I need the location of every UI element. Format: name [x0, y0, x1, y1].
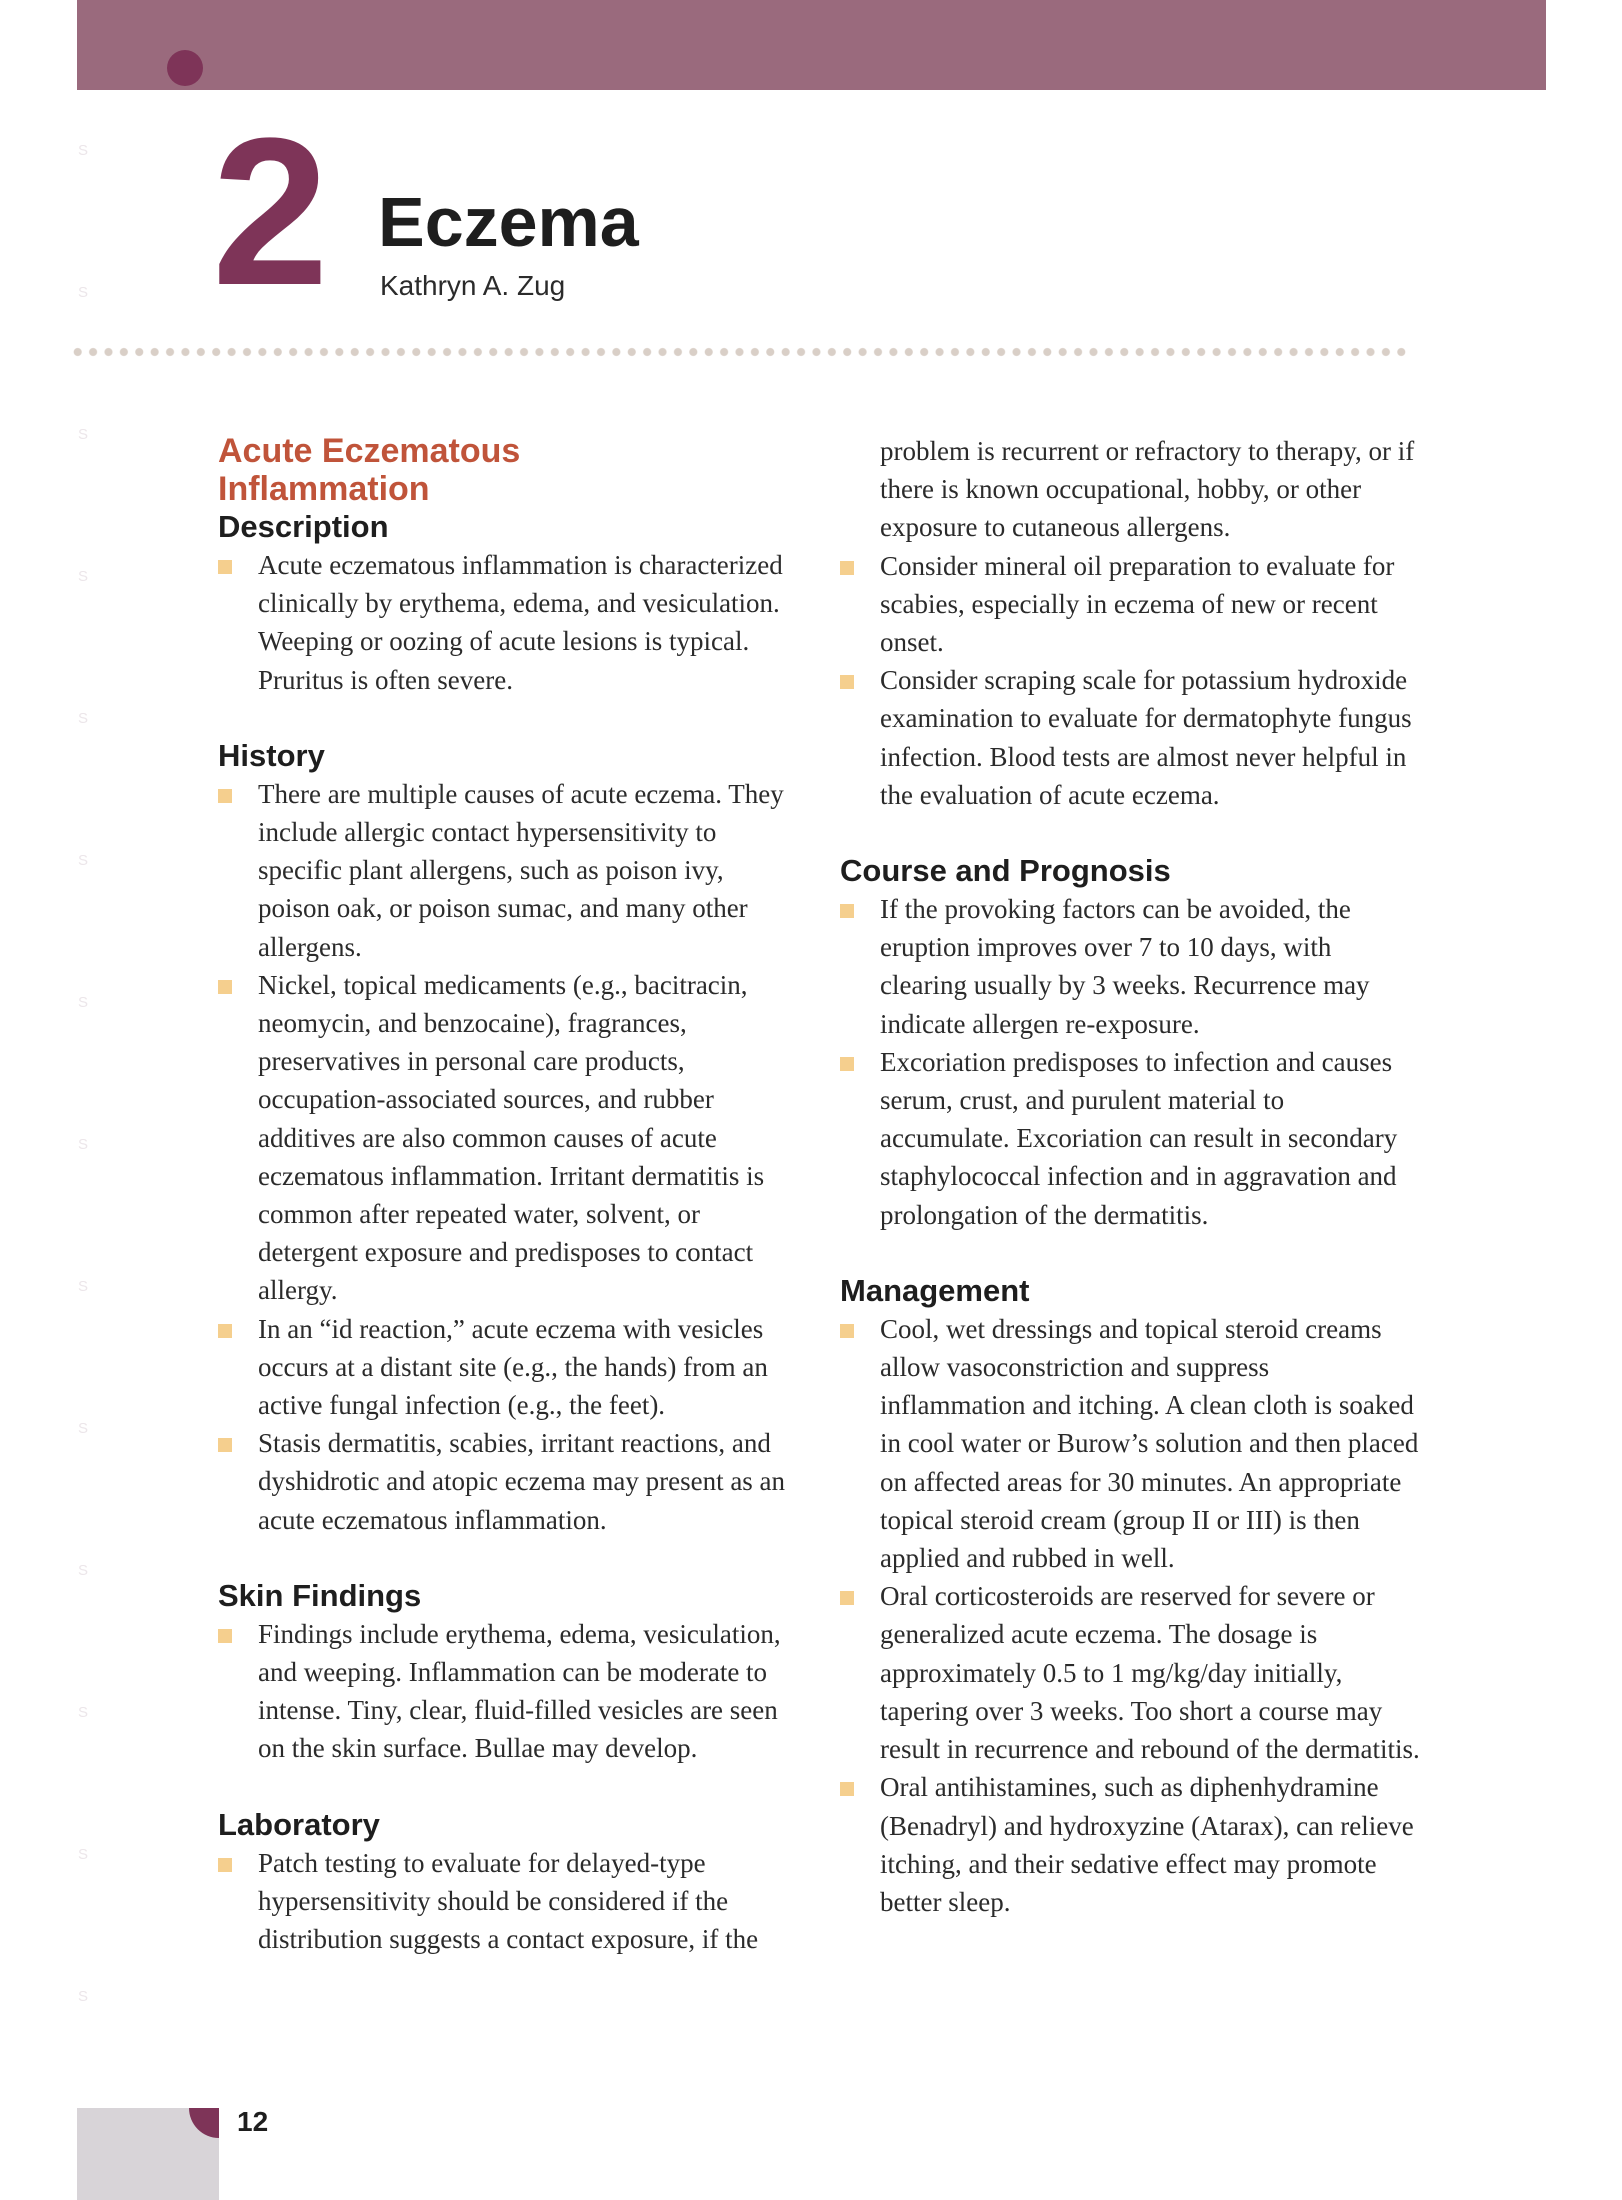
margin-mark: S: [78, 710, 89, 727]
list-item: There are multiple causes of acute eczema. They include allergic contact hypersensitivity to specific plant allergens, such as poison ivy, poison oak, or poison sumac, and many other allergens.: [218, 775, 798, 966]
laboratory-list-continued: [840, 547, 1420, 814]
list-item: In an “id reaction,” acute eczema with vesicles occurs at a distant site (e.g., the hands) from an active fungal infection (e.g., the feet).: [218, 1310, 798, 1425]
laboratory-continued: problem is recurrent or refractory to therapy, or if there is known occupational, hobby, or other exposure to cutaneous allergens.: [880, 436, 1415, 543]
margin-mark: S: [78, 852, 89, 869]
dotted-divider: [70, 346, 1410, 358]
heading-description: Description: [218, 509, 389, 544]
list-item: Findings include erythema, edema, vesiculation, and weeping. Inflammation can be moderate to intense. Tiny, clear, fluid-filled vesicles are seen on the skin surface. Bullae may develop.: [218, 1615, 798, 1768]
header-bar: [77, 0, 1546, 90]
history-list: [218, 775, 798, 1539]
margin-mark: S: [78, 1420, 89, 1437]
list-item: Consider scraping scale for potassium hydroxide examination to evaluate for dermatophyte fungus infection. Blood tests are almost never helpful in the evaluation of acute eczema.: [840, 661, 1420, 814]
margin-mark: S: [78, 1846, 89, 1863]
chapter-number: 2: [212, 94, 323, 329]
list-item: Nickel, topical medicaments (e.g., bacitracin, neomycin, and benzocaine), fragrances, preservatives in personal care products, occupation-associated sources, and rubber additives are also common causes of acute eczematous inflammation. Irritant dermatitis is common after repeated water, solvent, or detergent exposure and predisposes to contact allergy.: [218, 966, 798, 1310]
margin-mark: S: [78, 142, 89, 159]
margin-mark: S: [78, 568, 89, 585]
margin-mark: S: [78, 1562, 89, 1579]
margin-mark: S: [78, 1704, 89, 1721]
list-item: Consider mineral oil preparation to evaluate for scabies, especially in eczema of new or recent onset.: [840, 547, 1420, 662]
left-column: [218, 432, 798, 1958]
laboratory-list: [218, 1844, 798, 1959]
page-number: 12: [237, 2106, 269, 2137]
list-item: Cool, wet dressings and topical steroid creams allow vasoconstriction and suppress inflammation and itching. A clean cloth is soaked in cool water or Burow’s solution and then placed on affected areas for 30 minutes. An appropriate topical steroid cream (group II or III) is then applied and rubbed in well.: [840, 1310, 1420, 1577]
list-item: Excoriation predisposes to infection and causes serum, crust, and purulent material to accumulate. Excoriation can result in secondary staphylococcal infection and in aggravation and prolongation of the dermatitis.: [840, 1043, 1420, 1234]
heading-skin-findings: Skin Findings: [218, 1577, 422, 1613]
margin-mark: S: [78, 994, 89, 1011]
margin-mark: S: [78, 426, 89, 443]
heading-laboratory: Laboratory: [218, 1806, 380, 1842]
heading-history: History: [218, 737, 325, 773]
list-item: Patch testing to evaluate for delayed-type hypersensitivity should be considered if the distribution suggests a contact exposure, if the: [218, 1844, 798, 1959]
management-list: [840, 1310, 1420, 1921]
course-list: [840, 890, 1420, 1234]
chapter-title: Eczema: [378, 183, 639, 261]
right-column: [840, 432, 1420, 1921]
heading-management: Management: [840, 1272, 1030, 1308]
margin-mark: S: [78, 1136, 89, 1153]
skin-findings-list: [218, 1615, 798, 1768]
list-item: Oral corticosteroids are reserved for severe or generalized acute eczema. The dosage is approximately 0.5 to 1 mg/kg/day initially, tapering over 3 weeks. Too short a course may result in recurrence and rebound of the dermatitis.: [840, 1577, 1420, 1768]
chapter-author: Kathryn A. Zug: [380, 270, 566, 301]
description-list: [218, 546, 798, 699]
heading-course-prognosis: Course and Prognosis: [840, 853, 1171, 889]
list-item: Oral antihistamines, such as diphenhydramine (Benadryl) and hydroxyzine (Atarax), can relieve itching, and their sedative effect may promote better sleep.: [840, 1768, 1420, 1921]
header-dot-ornament: [167, 50, 203, 86]
list-item: If the provoking factors can be avoided, the eruption improves over 7 to 10 days, with clearing usually by 3 weeks. Recurrence may indicate allergen re-exposure.: [840, 890, 1420, 1043]
margin-mark: S: [78, 1988, 89, 2005]
margin-mark: S: [78, 284, 89, 301]
list-item: Stasis dermatitis, scabies, irritant reactions, and dyshidrotic and atopic eczema may present as an acute eczematous inflammation.: [218, 1424, 798, 1539]
margin-mark: S: [78, 1278, 89, 1295]
section-title: Acute Eczematous Inflammation: [218, 432, 521, 508]
list-item: Acute eczematous inflammation is characterized clinically by erythema, edema, and vesiculation. Weeping or oozing of acute lesions is typical. Pruritus is often severe.: [218, 546, 798, 699]
